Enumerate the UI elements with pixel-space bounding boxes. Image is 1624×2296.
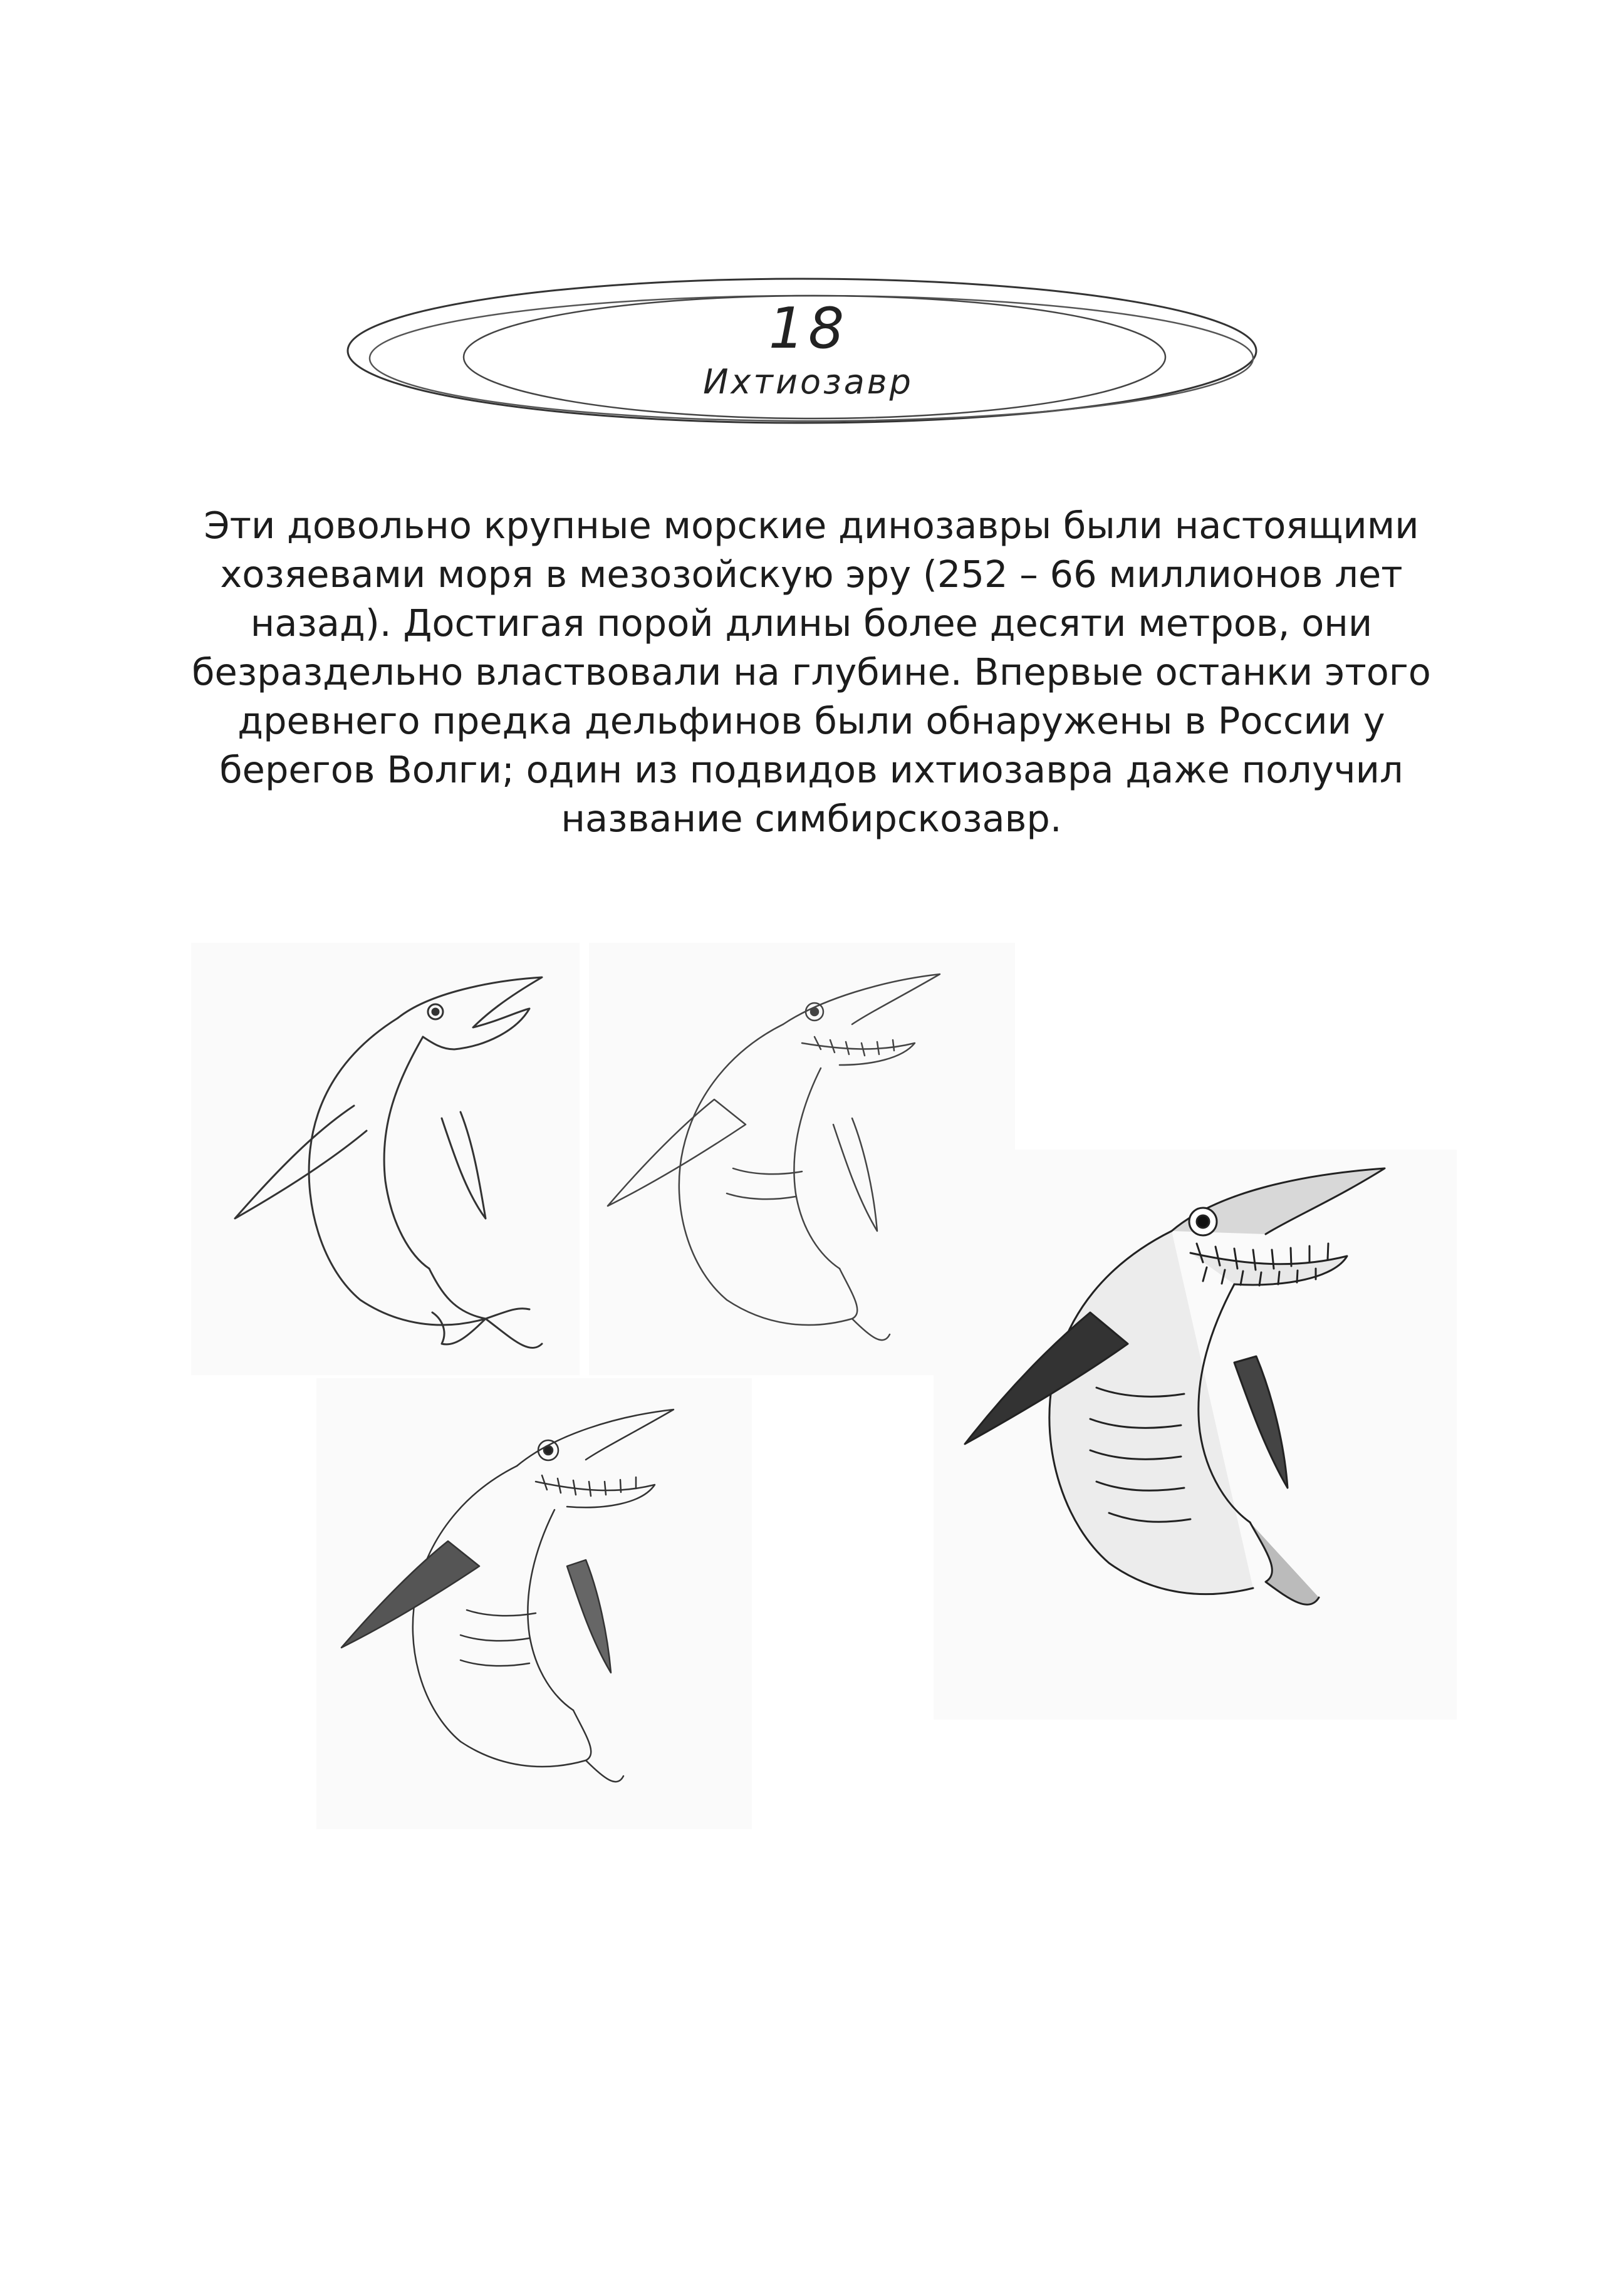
illustration-step-1 — [191, 943, 580, 1375]
illustration-step-3 — [316, 1378, 752, 1829]
chapter-number: 18 — [768, 296, 848, 361]
illustration-step-4 — [934, 1150, 1457, 1720]
intro-paragraph: Эти довольно крупные морские динозавры были настоящими хозяевами моря в мезозойскую эру (252 – 66 миллионов лет назад). Достигая порой длины более десяти метров, они безраздельно властвовали на глубине. Впервые останки этого древнего предка дельфинов были обнаружены в России у берегов Волги; один из подвидов ихтиозавра даже получил название симбирскозавр. — [192, 504, 1431, 840]
chapter-title: Ихтиозавр — [703, 362, 914, 402]
chapter-header — [338, 269, 1278, 439]
